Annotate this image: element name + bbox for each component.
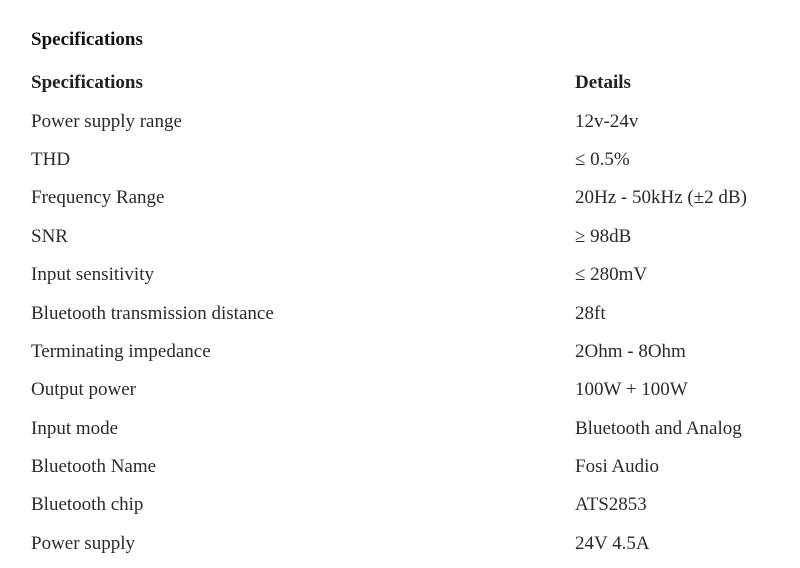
specifications-table <box>31 64 791 563</box>
spec-detail: ≥ 98dB <box>575 225 632 247</box>
spec-detail: 100W + 100W <box>575 379 688 401</box>
table-header-row <box>31 64 791 102</box>
table-row <box>31 294 791 332</box>
table-row <box>31 141 791 179</box>
spec-name: Bluetooth Name <box>31 456 157 478</box>
spec-name: Power supply <box>31 532 135 554</box>
table-row <box>31 486 791 524</box>
table-row <box>31 218 791 256</box>
spec-detail: 20Hz - 50kHz (±2 dB) <box>575 187 747 209</box>
table-row <box>31 256 791 294</box>
spec-name: Bluetooth transmission distance <box>31 302 274 324</box>
spec-detail: Fosi Audio <box>575 456 659 478</box>
spec-name: Bluetooth chip <box>31 494 144 516</box>
spec-detail: 2Ohm - 8Ohm <box>575 340 686 362</box>
section-title: Specifications <box>31 29 143 50</box>
spec-name: Power supply range <box>31 110 182 132</box>
spec-detail: ATS2853 <box>575 494 647 516</box>
table-row <box>31 410 791 448</box>
header-details: Details <box>575 72 631 94</box>
spec-name: Frequency Range <box>31 187 165 209</box>
spec-name: THD <box>31 148 71 170</box>
spec-name: Input mode <box>31 417 119 439</box>
table-row <box>31 333 791 371</box>
spec-name: SNR <box>31 225 68 247</box>
table-row <box>31 179 791 217</box>
table-row <box>31 448 791 486</box>
spec-name: Terminating impedance <box>31 340 211 362</box>
spec-name: Input sensitivity <box>31 264 154 286</box>
header-specifications: Specifications <box>31 72 143 94</box>
table-row <box>31 102 791 140</box>
spec-detail: ≤ 0.5% <box>575 148 630 170</box>
spec-name: Output power <box>31 379 137 401</box>
spec-detail: 24V 4.5A <box>575 532 650 554</box>
spec-detail: ≤ 280mV <box>575 264 648 286</box>
spec-detail: 28ft <box>575 302 606 324</box>
table-row <box>31 371 791 409</box>
spec-detail: Bluetooth and Analog <box>575 417 742 439</box>
table-row <box>31 525 791 563</box>
spec-detail: 12v-24v <box>575 110 639 132</box>
